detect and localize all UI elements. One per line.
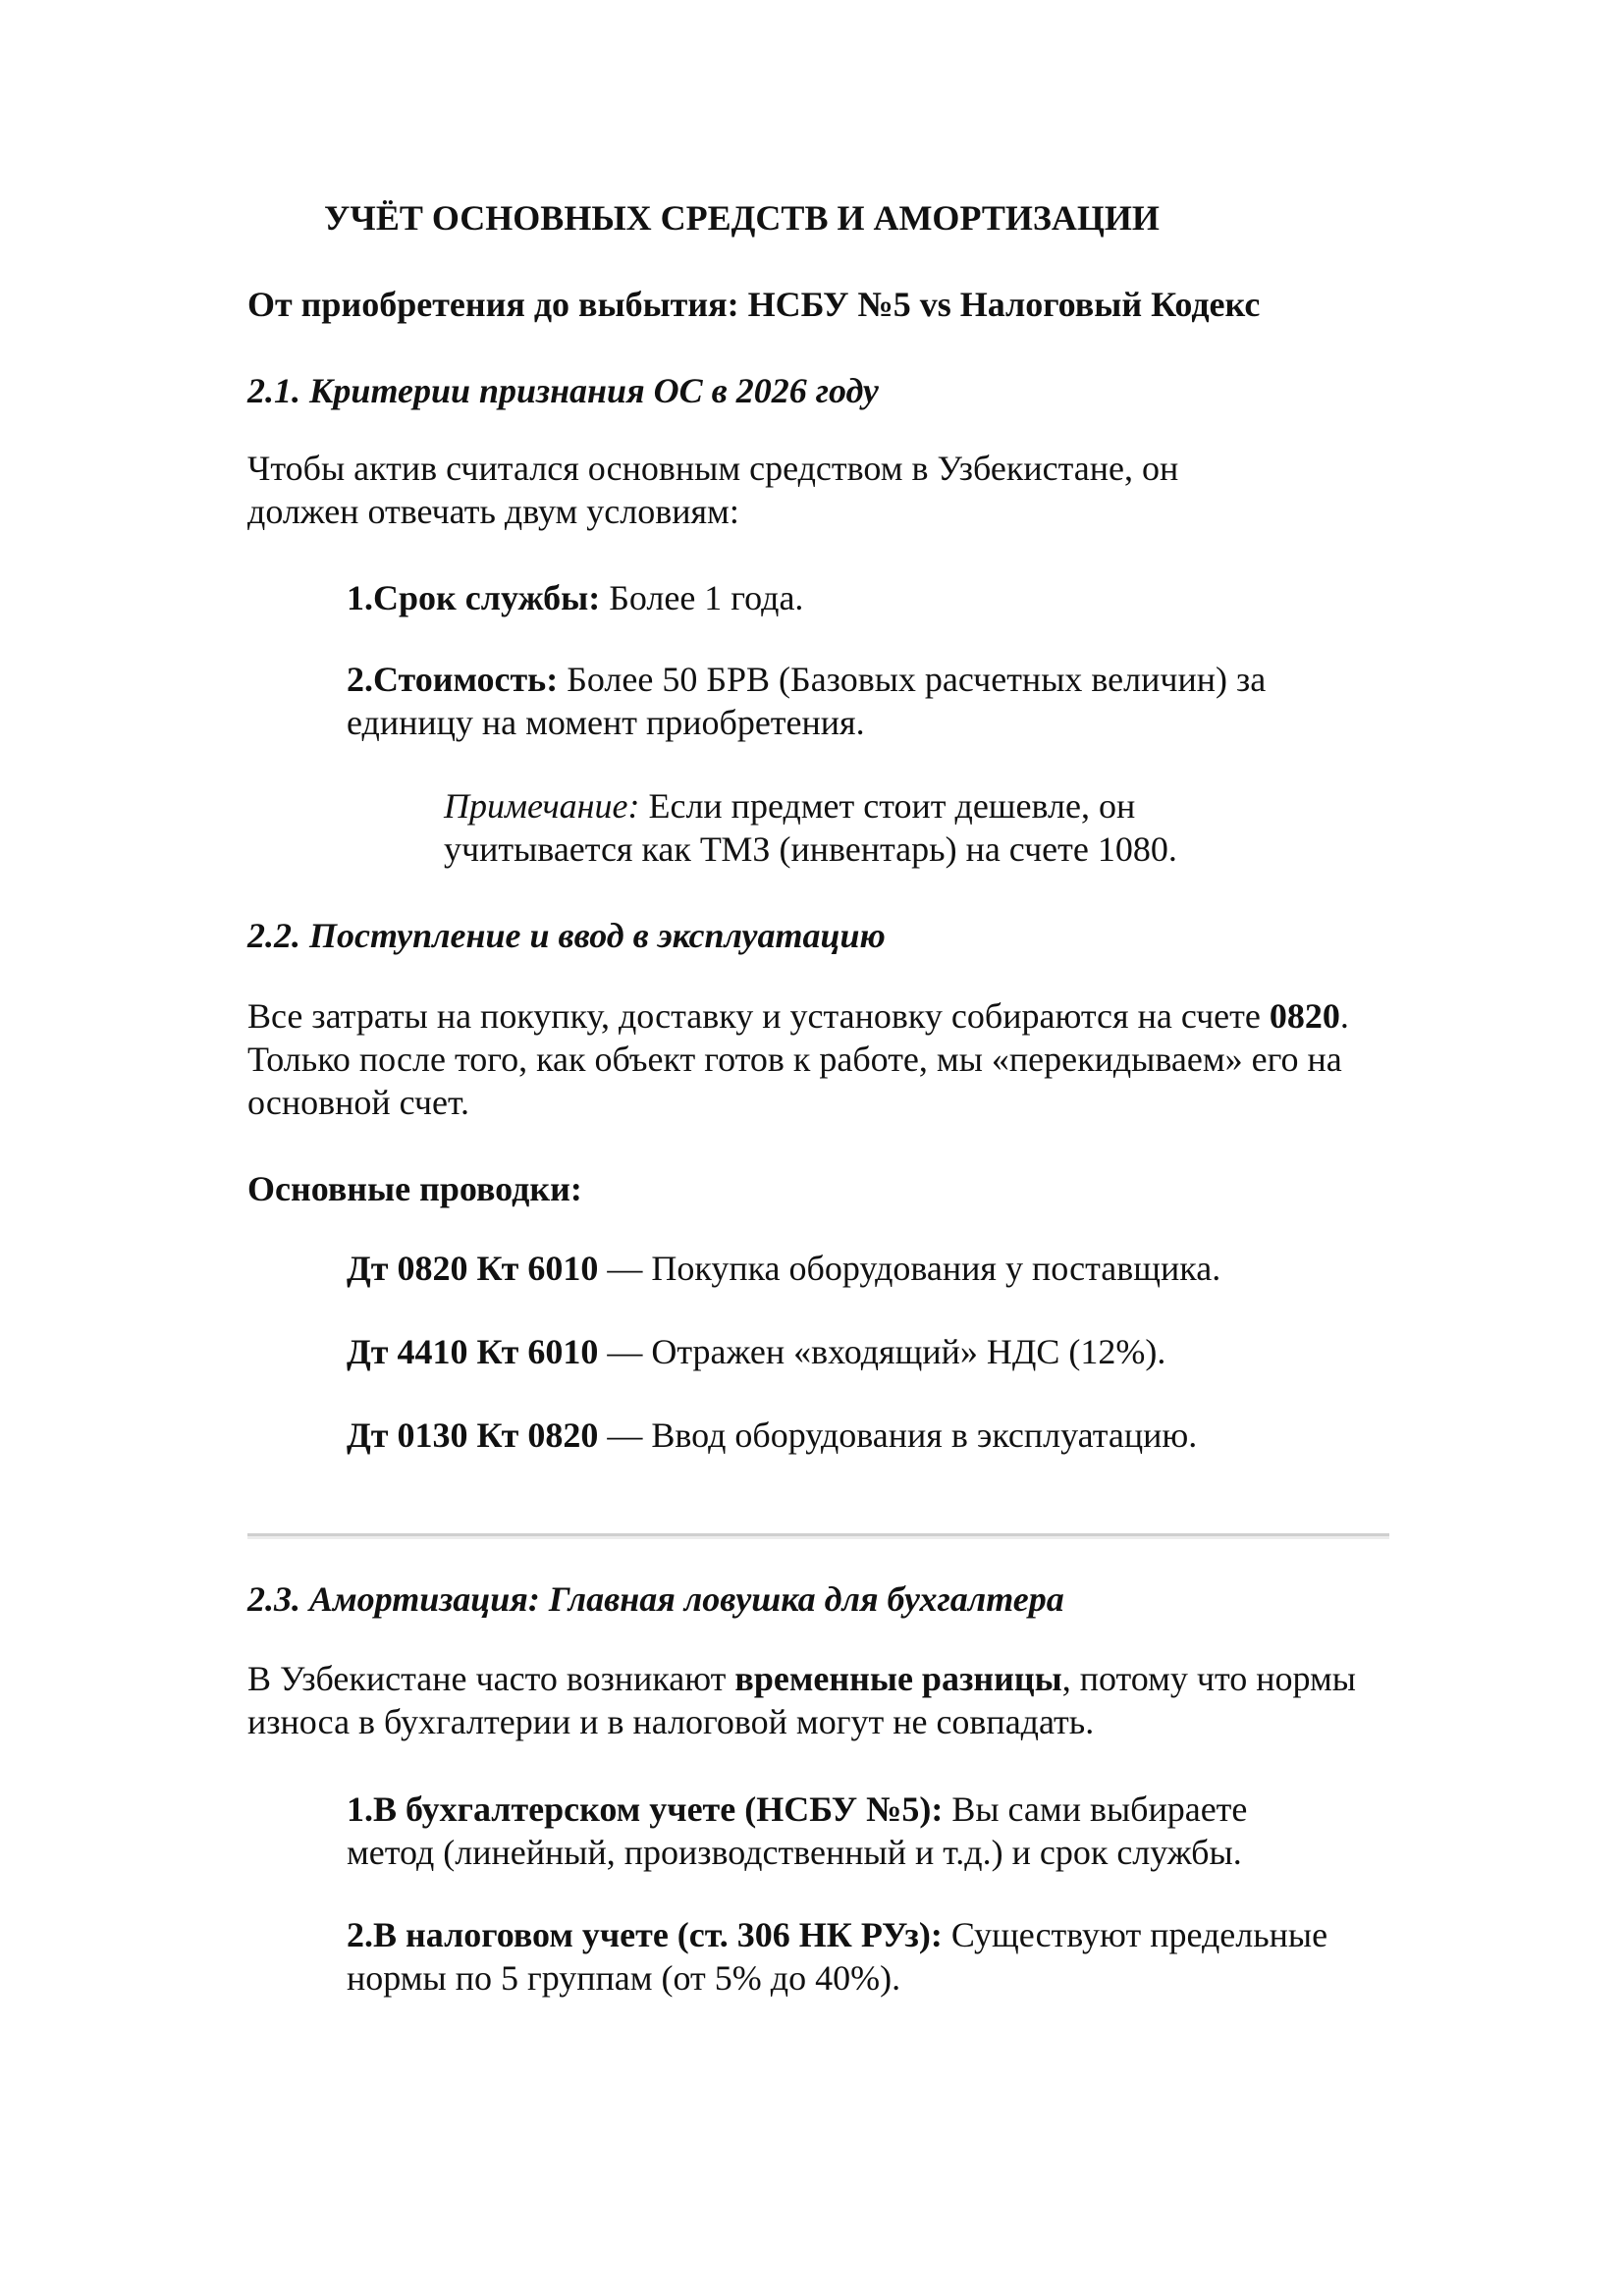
section-2-2-heading: 2.2. Поступление и ввод в эксплуатацию (247, 916, 886, 955)
emphasis-text: временные разницы (734, 1659, 1062, 1698)
note-label: Примечание: (444, 786, 640, 826)
accounting-entry (347, 1331, 1165, 1372)
account-number: 0820 (1269, 996, 1340, 1036)
item-label: 2.В налоговом учете (ст. 306 НК РУз): (347, 1915, 943, 1954)
entry-description: — Покупка оборудования у поставщика. (598, 1249, 1221, 1288)
intro-text: Все затраты на покупку, доставку и установку собираются на счете (247, 996, 1270, 1036)
item-label: 1.В бухгалтерском учете (НСБУ №5): (347, 1789, 944, 1829)
criterion-label: 1.Срок службы: (347, 578, 601, 617)
criterion-label: 2.Стоимость: (347, 660, 559, 699)
criterion-text: Более 1 года. (600, 578, 804, 617)
item-text: Вы сами выбираете метод (линейный, производственный и т.д.) и срок службы. (347, 1789, 1248, 1872)
accounting-entry (347, 1248, 1220, 1289)
entry-description: — Ввод оборудования в эксплуатацию. (598, 1415, 1198, 1455)
depreciation-item (347, 1788, 1338, 1874)
intro-text: В Узбекистане часто возникают (247, 1659, 735, 1698)
depreciation-item (347, 1913, 1338, 2000)
section-2-1-intro (247, 447, 1386, 533)
criterion-text: Более 50 БРВ (Базовых расчетных величин) за единицу на момент приобретения. (347, 660, 1267, 742)
entry-code: Дт 0130 Кт 0820 (347, 1415, 599, 1455)
criterion-item (347, 658, 1338, 744)
note-text: Если предмет стоит дешевле, он учитывается как ТМЗ (инвентарь) на счете 1080. (444, 786, 1177, 869)
entry-code: Дт 4410 Кт 6010 (347, 1332, 599, 1371)
section-2-1-heading: 2.1. Критерии признания ОС в 2026 году (247, 371, 879, 410)
note-block (444, 784, 1327, 871)
intro-text: , потому что нормы износа в бухгалтерии и в налоговой могут не совпадать. (247, 1659, 1356, 1741)
document-title: УЧЁТ ОСНОВНЫХ СРЕДСТВ И АМОРТИЗАЦИИ (324, 198, 1160, 238)
entry-description: — Отражен «входящий» НДС (12%). (598, 1332, 1166, 1371)
accounting-entry (347, 1415, 1197, 1456)
intro-line-1: Чтобы актив считался основным средством в Узбекистане, он (247, 449, 1179, 488)
section-2-3-intro (247, 1657, 1386, 1743)
intro-text: . Только после того, как объект готов к работе, мы «перекидываем» его на основной счет. (247, 996, 1349, 1122)
horizontal-divider (247, 1533, 1389, 1539)
criterion-item (347, 576, 1338, 619)
intro-line-2: должен отвечать двум условиям: (247, 492, 739, 531)
section-2-3-heading: 2.3. Амортизация: Главная ловушка для бухгалтера (247, 1579, 1064, 1619)
entries-heading: Основные проводки: (247, 1169, 582, 1208)
entry-code: Дт 0820 Кт 6010 (347, 1249, 599, 1288)
item-text: Существуют предельные нормы по 5 группам (от 5% до 40%). (347, 1915, 1328, 1998)
document-subtitle: От приобретения до выбытия: НСБУ №5 vs Налоговый Кодекс (247, 285, 1261, 324)
section-2-2-intro (247, 994, 1386, 1124)
